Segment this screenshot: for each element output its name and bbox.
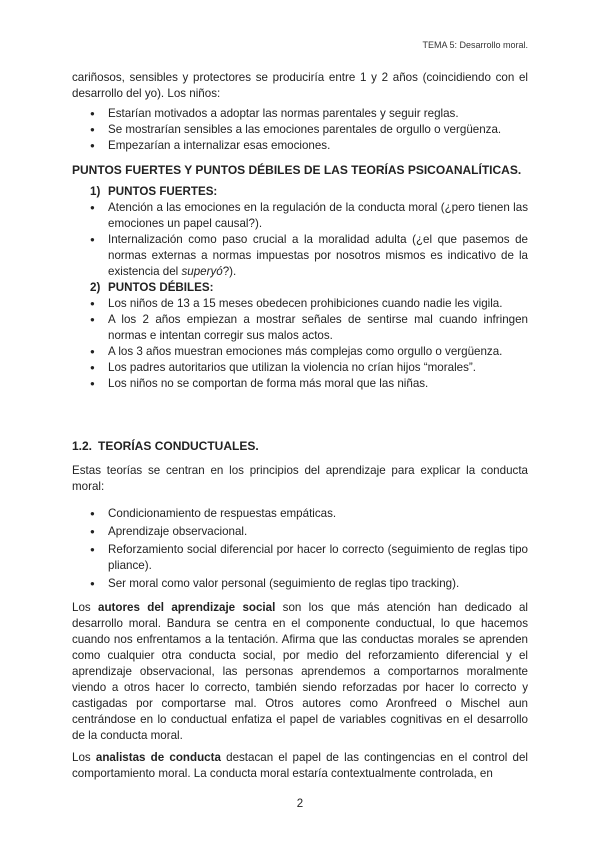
list-item: ● Estarían motivados a adoptar las normas parentales y seguir reglas. — [72, 106, 528, 122]
behavioral-theories-heading — [72, 438, 528, 454]
list-item: ● Se mostrarían sensibles a las emociones parentales de orgullo o vergüenza. — [72, 122, 528, 138]
social-learning-paragraph: Los autores del aprendizaje social son los que más atención han dedicado al desarrollo moral. Bandura se centra en el componente conductual, lo que hacemos cuando nos enfrentamos a la tentación. Afirma que las conductas morales se aprenden como cualquier otra conducta social, por medio del reforzamiento diferencial y el aprendizaje observacional, las personas aprendemos a comportarnos moralmente viendo a otros hacer lo correcto, también siendo reforzadas por hacer lo correcto y castigadas por comportarse mal. Otros autores como Aronfreed o Mischel aun centrándose en lo conductual enfatiza el papel de variables cognitivas en el desarrollo de la conducta moral. — [72, 601, 529, 742]
list-item: ● Los niños no se comportan de forma más moral que las niñas. — [72, 376, 528, 392]
weaknesses-subheading — [72, 280, 528, 296]
behavioral-principles-list — [72, 506, 528, 592]
list-item: ● Condicionamiento de respuestas empáticas. — [72, 506, 528, 522]
list-item: ● Los niños de 13 a 15 meses obedecen prohibiciones cuando nadie les vigila. — [72, 296, 528, 312]
page-number: 2 — [296, 798, 304, 810]
strengths-subheading — [72, 184, 528, 200]
superyo-italic: superyó — [181, 265, 223, 278]
bold-term: analistas de conducta — [95, 751, 221, 764]
bold-term: autores del aprendizaje social — [98, 601, 276, 614]
list-item: ● Reforzamiento social diferencial por hacer lo correcto (seguimiento de reglas tipo pliance). — [72, 542, 528, 574]
strengths-weaknesses-heading: PUNTOS FUERTES Y PUNTOS DÉBILES DE LAS TEORÍAS PSICOANALÍTICAS. — [72, 163, 522, 177]
behavior-analysts-paragraph: Los analistas de conducta destacan el papel de las contingencias en el control del comportamiento moral. La conducta moral estaría contextualmente controlada, en — [72, 751, 528, 780]
section-number: 1.2. — [72, 439, 93, 453]
list-item: ● Empezarían a internalizar esas emociones. — [72, 138, 528, 154]
list-item: ● Internalización como paso crucial a la moralidad adulta (¿el que pasemos de normas externas a normas impuestas por nosotros mismos es indicativo de la existencia del superyó?). — [72, 232, 528, 280]
strengths-title: PUNTOS FUERTES: — [108, 185, 218, 198]
weaknesses-number: 2) — [90, 281, 101, 294]
weaknesses-title: PUNTOS DÉBILES: — [108, 281, 214, 294]
list-item: ● Los padres autoritarios que utilizan la violencia no crían hijos “morales”. — [72, 360, 528, 376]
document-body — [72, 70, 528, 782]
intro-paragraph: cariñosos, sensibles y protectores se produciría entre 1 y 2 años (coincidiendo con el desarrollo del yo). Los niños: — [72, 71, 528, 100]
list-item: ● Ser moral como valor personal (seguimiento de reglas tipo tracking). — [72, 576, 528, 592]
section-title: TEORÍAS CONDUCTUALES. — [98, 439, 259, 453]
list-item: ● Atención a las emociones en la regulación de la conducta moral (¿pero tienen las emociones un papel causal?). — [72, 200, 528, 232]
strengths-list — [72, 200, 528, 280]
page-header: TEMA 5: Desarrollo moral. — [422, 40, 528, 50]
list-item: ● A los 3 años muestran emociones más complejas como orgullo o vergüenza. — [72, 344, 528, 360]
list-item: ● Aprendizaje observacional. — [72, 524, 528, 540]
children-behaviors-list — [72, 106, 528, 154]
strengths-number: 1) — [90, 185, 101, 198]
weaknesses-list — [72, 296, 528, 392]
list-item: ● A los 2 años empiezan a mostrar señales de sentirse mal cuando infringen normas e intentan corregir sus malos actos. — [72, 312, 528, 344]
behavioral-intro-paragraph: Estas teorías se centran en los principios del aprendizaje para explicar la conducta moral: — [72, 464, 528, 493]
